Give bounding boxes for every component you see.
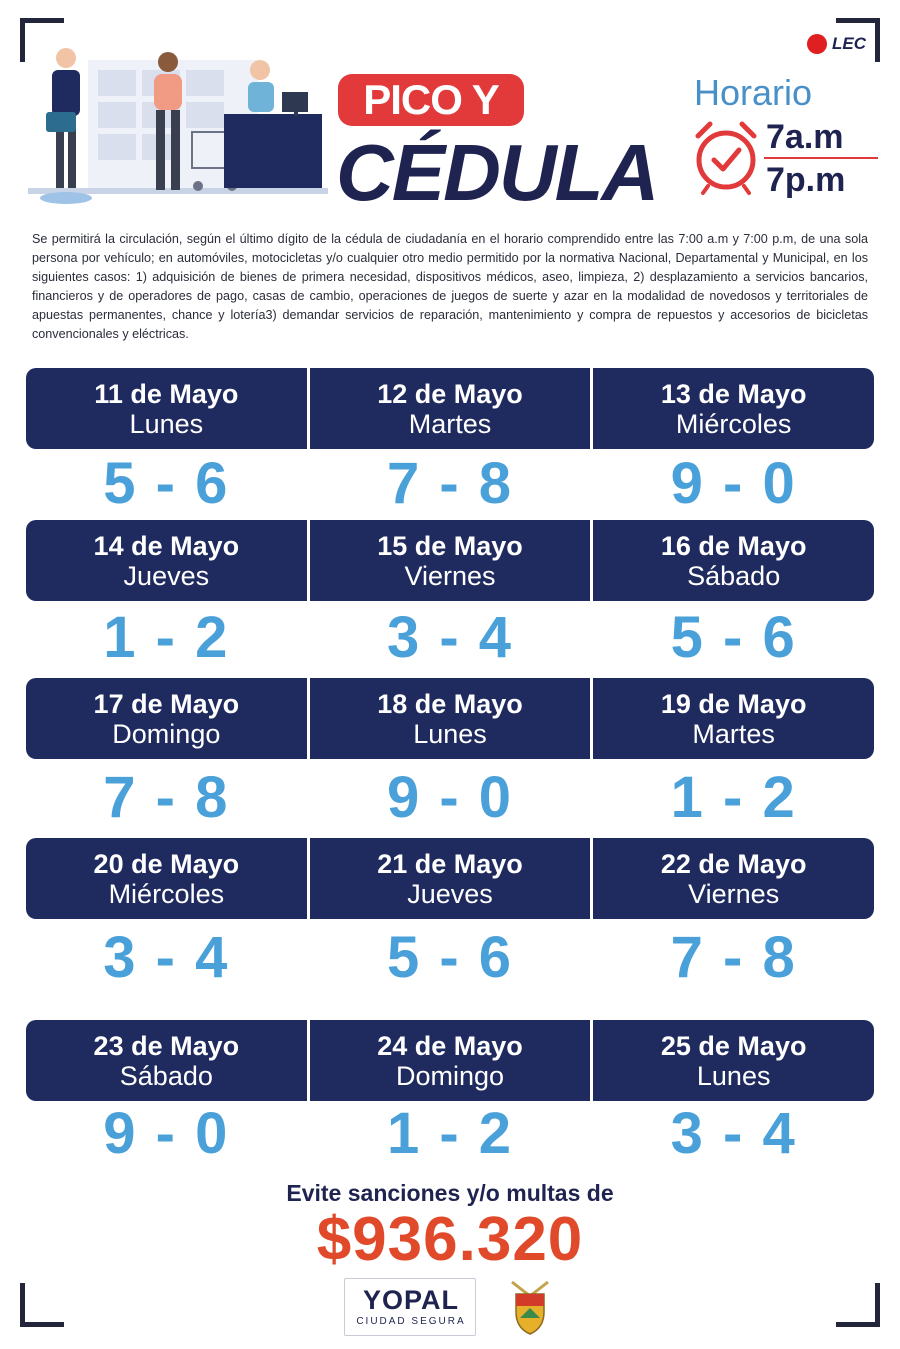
day-cell	[310, 1020, 591, 1101]
allowed-digits: 1 - 2	[670, 765, 797, 830]
yopal-logo	[344, 1278, 476, 1336]
schedule-start: 7a.m	[766, 118, 844, 156]
day-date: 17 de Mayo	[93, 688, 240, 719]
day-date: 13 de Mayo	[660, 378, 807, 409]
day-cell	[26, 520, 307, 601]
day-cell	[310, 368, 591, 449]
digits-row	[26, 604, 874, 671]
day-weekday: Sábado	[119, 1060, 213, 1091]
day-weekday: Viernes	[404, 560, 496, 591]
fine-warning: Evite sanciones y/o multas de	[286, 1180, 614, 1206]
day-weekday: Viernes	[688, 878, 780, 909]
day-cell	[593, 1020, 874, 1101]
day-row	[26, 678, 874, 759]
digits-row	[26, 1100, 874, 1167]
day-row	[26, 838, 874, 919]
allowed-digits: 5 - 6	[103, 451, 230, 516]
recording-indicator	[807, 34, 866, 54]
day-date: 11 de Mayo	[94, 378, 239, 409]
fine-amount: $936.320	[316, 1205, 584, 1274]
intro-paragraph: Se permitirá la circulación, según el último dígito de la cédula de ciudadanía en el horario comprendido entre las 7:00 a.m y 7:00 p.m, de una sola persona por vehículo; en automóviles, motocicletas y/o cualquier otro medio permitido por la normativa Nacional, Departamental y Municipal, en los siguientes casos: 1) adquisición de bienes de primera necesidad, dispositivos médicos, aseo, limpieza, 2) desplazamiento a servicios bancarios, financieros y de operadores de pago, casas de cambio, operaciones de juegos de suerte y azar en la modalidad de novedosos y territoriales de apuestas permanentes, chance y lotería3) demandar servicios de reparación, mantenimiento y compra de repuestos y accesorios de bicicletas convencionales y eléctricas.	[32, 232, 868, 341]
allowed-digits: 3 - 4	[103, 925, 230, 990]
allowed-digits: 3 - 4	[386, 605, 514, 670]
day-date: 23 de Mayo	[93, 1030, 240, 1061]
digits-row	[26, 450, 874, 517]
day-date: 18 de Mayo	[377, 688, 523, 719]
logo-subtitle: CIUDAD SEGURA	[356, 1316, 466, 1327]
day-date: 22 de Mayo	[660, 848, 807, 879]
schedule-end: 7p.m	[766, 161, 846, 199]
allowed-digits: 9 - 0	[670, 451, 797, 516]
day-date: 12 de Mayo	[377, 378, 523, 409]
day-weekday: Miércoles	[675, 408, 792, 439]
allowed-digits: 9 - 0	[386, 765, 514, 830]
day-weekday: Lunes	[413, 718, 487, 749]
record-label: LEC	[832, 34, 866, 53]
day-weekday: Lunes	[696, 1060, 771, 1091]
day-date: 20 de Mayo	[93, 848, 240, 879]
frame-corner-bottom-left	[20, 1283, 64, 1327]
day-date: 14 de Mayo	[93, 530, 240, 561]
day-cell	[310, 838, 591, 919]
allowed-digits: 5 - 6	[670, 605, 797, 670]
day-cell	[310, 520, 591, 601]
day-row	[26, 368, 874, 449]
day-row	[26, 1020, 874, 1101]
day-weekday: Sábado	[687, 560, 781, 591]
day-weekday: Martes	[408, 408, 492, 439]
day-weekday: Martes	[692, 718, 775, 749]
municipal-crest-icon	[504, 1278, 556, 1336]
allowed-digits: 9 - 0	[103, 1101, 230, 1166]
day-date: 21 de Mayo	[377, 848, 523, 879]
shopping-illustration	[28, 40, 328, 212]
logo-name: YOPAL	[362, 1285, 459, 1315]
day-weekday: Lunes	[129, 408, 204, 439]
day-weekday: Jueves	[407, 878, 493, 909]
day-cell	[593, 368, 874, 449]
day-date: 24 de Mayo	[377, 1030, 523, 1061]
allowed-digits: 3 - 4	[670, 1101, 797, 1166]
day-cell	[26, 1020, 307, 1101]
allowed-digits: 7 - 8	[670, 925, 797, 990]
schedule-divider	[764, 157, 878, 159]
digits-row	[26, 924, 874, 991]
allowed-digits: 5 - 6	[386, 925, 514, 990]
day-weekday: Domingo	[112, 718, 221, 749]
day-cell	[26, 838, 307, 919]
schedule-label: Horario	[694, 72, 813, 113]
allowed-digits: 1 - 2	[103, 605, 230, 670]
day-date: 15 de Mayo	[377, 530, 523, 561]
record-dot-icon	[807, 34, 827, 54]
day-date: 25 de Mayo	[660, 1030, 807, 1061]
day-row	[26, 520, 874, 601]
day-date: 19 de Mayo	[660, 688, 807, 719]
day-cell	[26, 678, 307, 759]
title-pico-y: PICO Y	[338, 74, 524, 126]
day-cell	[593, 678, 874, 759]
title-cedula: CÉDULA	[336, 128, 658, 217]
allowed-digits: 7 - 8	[103, 765, 230, 830]
day-weekday: Miércoles	[108, 878, 225, 909]
day-weekday: Jueves	[123, 560, 210, 591]
allowed-digits: 7 - 8	[386, 451, 514, 516]
day-date: 16 de Mayo	[660, 530, 807, 561]
day-cell	[310, 678, 591, 759]
day-cell	[593, 520, 874, 601]
day-weekday: Domingo	[395, 1060, 505, 1091]
digits-row	[26, 764, 874, 831]
day-cell	[593, 838, 874, 919]
frame-corner-bottom-right	[836, 1283, 880, 1327]
allowed-digits: 1 - 2	[386, 1101, 514, 1166]
day-cell	[26, 368, 307, 449]
alarm-clock-icon	[692, 118, 760, 196]
